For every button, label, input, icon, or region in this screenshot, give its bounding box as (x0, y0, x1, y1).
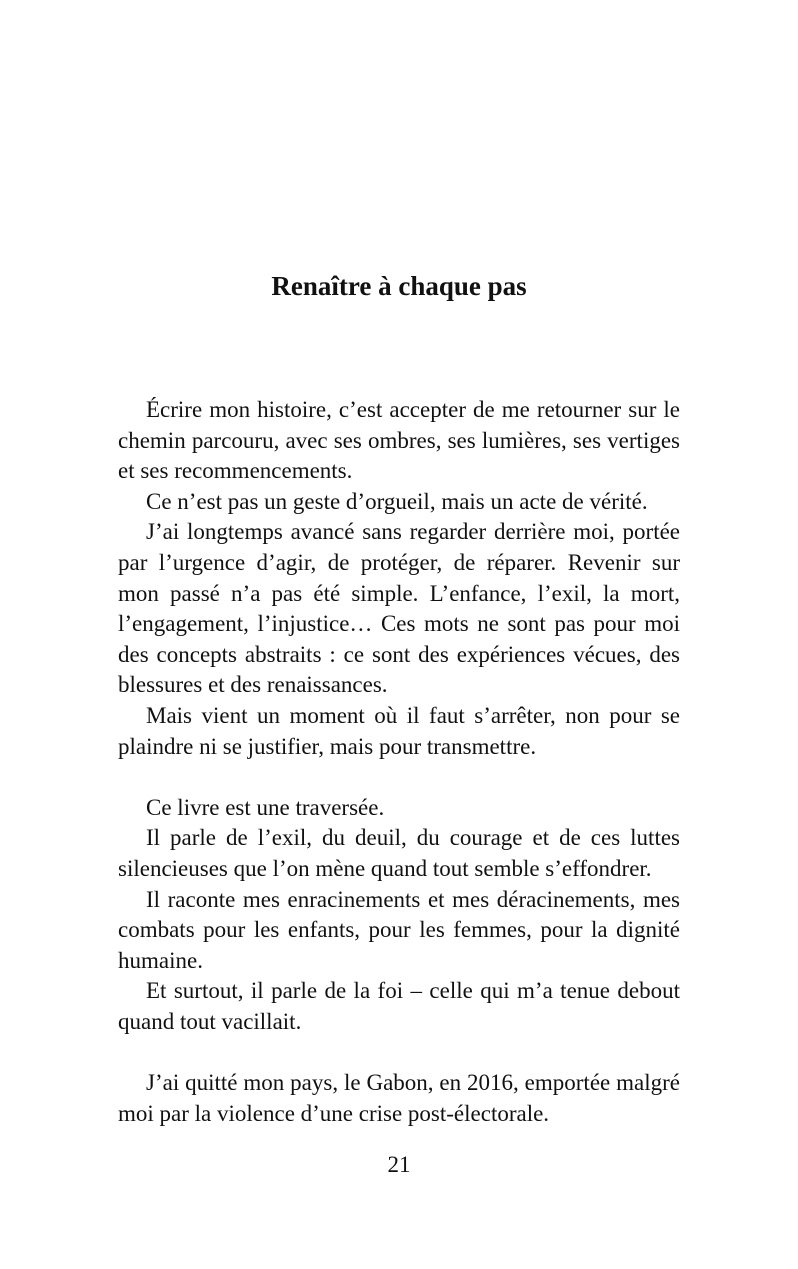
paragraph: Écrire mon histoire, c’est accepter de me retourner sur le chemin parcouru, avec ses ombres, ses lumières, ses vertiges et ses recommencements. (118, 397, 680, 484)
chapter-title: Renaître à chaque pas (271, 271, 527, 301)
paragraph: Ce livre est une traversée. (146, 794, 385, 820)
paragraph: Et surtout, il parle de la foi – celle qui m’a tenue debout quand tout vacillait. (118, 978, 680, 1034)
page-number: 21 (387, 1152, 411, 1177)
paragraph: Il raconte mes enracinements et mes déracinements, mes combats pour les enfants, pour les femmes, pour la dignité humaine. (118, 886, 680, 973)
paragraph: Il parle de l’exil, du deuil, du courage et de ces luttes silencieuses que l’on mène quand tout semble s’effondrer. (118, 825, 680, 881)
paragraph: Ce n’est pas un geste d’orgueil, mais un acte de vérité. (146, 488, 648, 514)
paragraph: J’ai longtemps avancé sans regarder derrière moi, portée par l’urgence d’agir, de protéger, de réparer. Revenir sur mon passé n’a pas été simple. L’enfance, l’exil, la mort, l’engagement, l’injustice… Ces mots ne sont pas pour moi des concepts abstraits : ce sont des expériences vécues, des blessures et des renaissances. (118, 519, 680, 698)
chapter-body (118, 395, 680, 1129)
paragraph: Mais vient un moment où il faut s’arrêter, non pour se plaindre ni se justifier, mais pour transmettre. (118, 702, 680, 759)
paragraph: J’ai quitté mon pays, le Gabon, en 2016, emportée malgré moi par la violence d’une crise post-électorale. (118, 1070, 680, 1126)
